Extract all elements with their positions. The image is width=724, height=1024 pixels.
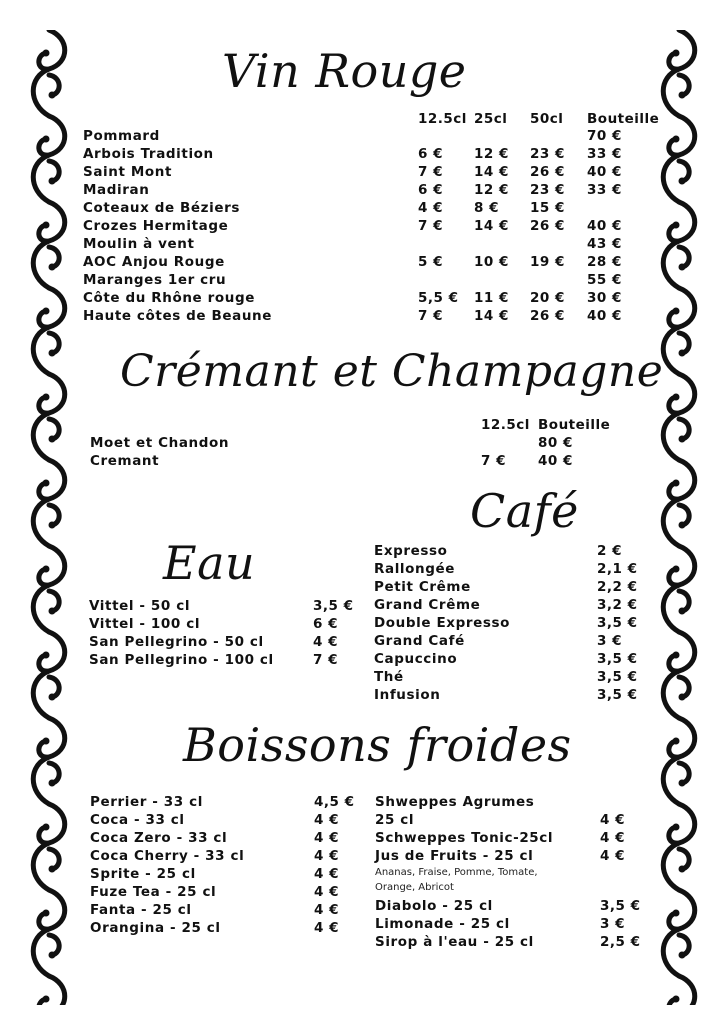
vin-header-0: 12.5cl [418, 111, 467, 127]
eau-item-price: 6 € [313, 616, 338, 632]
vin-item-price-c125: 5 € [418, 254, 443, 270]
cafe-item-price: 3 € [597, 633, 622, 649]
boissons-right-name: 25 cl [375, 812, 415, 828]
ornament-scroll [663, 632, 695, 718]
ornament-scroll [33, 804, 65, 890]
cremant-header-1: Bouteille [538, 417, 611, 433]
vin-item-price-bottle: 40 € [587, 308, 622, 324]
ornament-scroll [663, 288, 695, 374]
boissons-right-price: 3 € [600, 916, 625, 932]
boissons-right-name: Schweppes Tonic-25cl [375, 830, 554, 846]
vin-item-price-c25: 14 € [474, 308, 509, 324]
ornament-scroll [663, 890, 695, 976]
boissons-right-name: Shweppes Agrumes [375, 794, 535, 810]
ornament-scroll [33, 374, 65, 460]
vin-item-price-bottle: 43 € [587, 236, 622, 252]
cafe-item-name: Grand Café [374, 633, 465, 649]
boissons-right-price: 3,5 € [600, 898, 641, 914]
boissons-left-name: Sprite - 25 cl [90, 866, 196, 882]
boissons-right-name: Diabolo - 25 cl [375, 898, 493, 914]
boissons-left-name: Coca Cherry - 33 cl [90, 848, 245, 864]
eau-item-name: San Pellegrino - 100 cl [89, 652, 274, 668]
boissons-right-name: Jus de Fruits - 25 cl [375, 848, 534, 864]
vin-item-name: Maranges 1er cru [83, 272, 227, 288]
vin-item-name: AOC Anjou Rouge [83, 254, 225, 270]
vin-item-price-c25: 11 € [474, 290, 509, 306]
boissons-right-name: Limonade - 25 cl [375, 916, 510, 932]
boissons-left-name: Coca Zero - 33 cl [90, 830, 228, 846]
ornament-scroll [663, 460, 695, 546]
vin-item-price-c25: 10 € [474, 254, 509, 270]
vin-item-price-bottle: 30 € [587, 290, 622, 306]
eau-item-price: 3,5 € [313, 598, 354, 614]
vin-header-3: Bouteille [587, 111, 660, 127]
cafe-item-price: 3,5 € [597, 615, 638, 631]
vin-item-price-bottle: 28 € [587, 254, 622, 270]
eau-item-name: San Pellegrino - 50 cl [89, 634, 264, 650]
vin-item-price-c125: 7 € [418, 164, 443, 180]
ornament-scroll [663, 976, 695, 1005]
vin-item-name: Pommard [83, 128, 160, 144]
vin-item-price-c125: 7 € [418, 308, 443, 324]
vin-item-price-c25: 14 € [474, 164, 509, 180]
boissons-title: Boissons froides [183, 718, 572, 772]
cafe-item-price: 3,2 € [597, 597, 638, 613]
eau-item-price: 7 € [313, 652, 338, 668]
vin-item-price-c50: 26 € [530, 308, 565, 324]
cremant-header-0: 12.5cl [481, 417, 530, 433]
cremant-item-name: Moet et Chandon [90, 435, 230, 451]
vin-item-name: Crozes Hermitage [83, 218, 229, 234]
ornament-scroll [663, 116, 695, 202]
boissons-left-price: 4 € [314, 920, 339, 936]
cafe-item-name: Rallongée [374, 561, 456, 577]
vin-item-price-c50: 23 € [530, 182, 565, 198]
ornament-scroll [33, 632, 65, 718]
vin-item-price-c50: 20 € [530, 290, 565, 306]
boissons-right-name: Sirop à l'eau - 25 cl [375, 934, 534, 950]
vin-item-name: Côte du Rhône rouge [83, 290, 255, 306]
vin-header-1: 25cl [474, 111, 508, 127]
eau-title: Eau [163, 536, 256, 590]
cremant-item-bottle: 80 € [538, 435, 573, 451]
boissons-left-price: 4,5 € [314, 794, 355, 810]
vin-item-name: Arbois Tradition [83, 146, 214, 162]
vin-item-price-c25: 14 € [474, 218, 509, 234]
vin-item-price-bottle: 55 € [587, 272, 622, 288]
boissons-left-name: Coca - 33 cl [90, 812, 185, 828]
cafe-item-name: Petit Crême [374, 579, 471, 595]
ornament-scroll [33, 546, 65, 632]
vin-item-name: Saint Mont [83, 164, 172, 180]
vin-item-price-c50: 15 € [530, 200, 565, 216]
ornament-scroll [33, 976, 65, 1005]
cremant-item-glass: 7 € [481, 453, 506, 469]
cremant-title: Crémant et Champagne [120, 346, 664, 397]
ornament-scroll [663, 374, 695, 460]
cafe-item-name: Thé [374, 669, 404, 685]
cremant-item-bottle: 40 € [538, 453, 573, 469]
vin-item-name: Madiran [83, 182, 150, 198]
vin-item-name: Moulin à vent [83, 236, 195, 252]
vin-item-price-c50: 26 € [530, 164, 565, 180]
juice-note: Orange, Abricot [375, 882, 454, 893]
vin-item-price-bottle: 40 € [587, 164, 622, 180]
ornament-scroll [663, 202, 695, 288]
boissons-left-price: 4 € [314, 884, 339, 900]
cafe-item-name: Expresso [374, 543, 448, 559]
vin-item-price-c25: 12 € [474, 182, 509, 198]
cafe-item-price: 3,5 € [597, 687, 638, 703]
boissons-left-price: 4 € [314, 830, 339, 846]
vin-item-name: Haute côtes de Beaune [83, 308, 273, 324]
vin-item-price-bottle: 33 € [587, 182, 622, 198]
ornament-scroll [663, 30, 695, 116]
cafe-item-price: 3,5 € [597, 669, 638, 685]
vin-item-price-bottle: 70 € [587, 128, 622, 144]
boissons-left-name: Fuze Tea - 25 cl [90, 884, 217, 900]
vin-item-price-c50: 26 € [530, 218, 565, 234]
ornament-scroll [663, 804, 695, 890]
eau-item-name: Vittel - 100 cl [89, 616, 201, 632]
cafe-item-name: Double Expresso [374, 615, 510, 631]
ornament-scroll [663, 546, 695, 632]
boissons-left-name: Perrier - 33 cl [90, 794, 203, 810]
left-ornament-border [26, 30, 72, 1005]
boissons-right-price: 4 € [600, 848, 625, 864]
ornament-scroll [33, 202, 65, 288]
cafe-item-price: 2,2 € [597, 579, 638, 595]
vin-item-price-bottle: 40 € [587, 218, 622, 234]
cafe-title: Café [470, 484, 579, 538]
ornament-scroll [33, 460, 65, 546]
vin-rouge-title: Vin Rouge [222, 44, 467, 98]
cafe-item-price: 3,5 € [597, 651, 638, 667]
vin-item-price-c125: 7 € [418, 218, 443, 234]
boissons-right-price: 4 € [600, 812, 625, 828]
juice-note: Ananas, Fraise, Pomme, Tomate, [375, 867, 538, 878]
boissons-left-name: Fanta - 25 cl [90, 902, 192, 918]
right-ornament-border [656, 30, 702, 1005]
cafe-item-price: 2 € [597, 543, 622, 559]
vin-header-2: 50cl [530, 111, 564, 127]
vin-item-price-c125: 6 € [418, 146, 443, 162]
vin-item-name: Coteaux de Béziers [83, 200, 241, 216]
cremant-item-name: Cremant [90, 453, 160, 469]
vin-item-price-c125: 4 € [418, 200, 443, 216]
cafe-item-price: 2,1 € [597, 561, 638, 577]
vin-item-price-c125: 5,5 € [418, 290, 459, 306]
cafe-item-name: Grand Crême [374, 597, 481, 613]
eau-item-price: 4 € [313, 634, 338, 650]
cafe-item-name: Infusion [374, 687, 441, 703]
boissons-left-price: 4 € [314, 866, 339, 882]
ornament-scroll [33, 30, 65, 116]
ornament-scroll [663, 718, 695, 804]
boissons-left-price: 4 € [314, 902, 339, 918]
boissons-right-price: 4 € [600, 830, 625, 846]
vin-item-price-c25: 8 € [474, 200, 499, 216]
cafe-item-name: Capuccino [374, 651, 458, 667]
vin-item-price-c125: 6 € [418, 182, 443, 198]
eau-item-name: Vittel - 50 cl [89, 598, 191, 614]
ornament-scroll [33, 116, 65, 202]
boissons-left-price: 4 € [314, 812, 339, 828]
ornament-scroll [33, 718, 65, 804]
ornament-scroll [33, 288, 65, 374]
boissons-left-price: 4 € [314, 848, 339, 864]
boissons-right-price: 2,5 € [600, 934, 641, 950]
vin-item-price-bottle: 33 € [587, 146, 622, 162]
boissons-left-name: Orangina - 25 cl [90, 920, 221, 936]
ornament-scroll [33, 890, 65, 976]
vin-item-price-c50: 19 € [530, 254, 565, 270]
vin-item-price-c25: 12 € [474, 146, 509, 162]
vin-item-price-c50: 23 € [530, 146, 565, 162]
